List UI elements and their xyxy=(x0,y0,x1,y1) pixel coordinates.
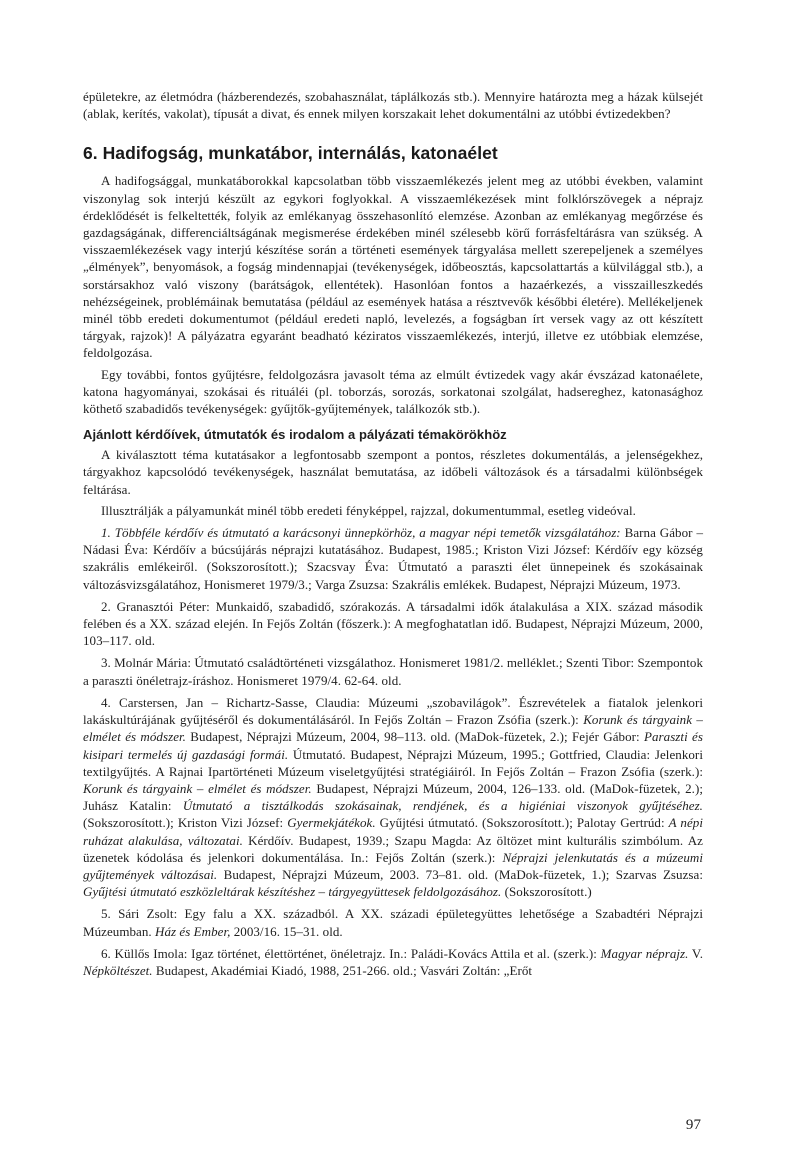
reference-4-text: Budapest, Néprajzi Múzeum, 2004, 98–113. old. (MaDok-füzetek, 2.); Fejér Gábor: xyxy=(185,729,644,745)
reference-2: 2. Granasztói Péter: Munkaidő, szabadidő, szórakozás. A társadalmi idők átalakulása a XIX. század második felében és a XX. század elején. In Fejős Zoltán (főszerk.): A megfoghatatlan idő. Budapest, Néprajzi Múzeum, 2000, 103–117. old. xyxy=(83,598,703,649)
subsection-paragraph-1: A kiválasztott téma kutatásakor a legfontosabb szempont a pontos, részletes dokumentálás, a jelenségekhez, tárgyakhoz kapcsolódó tevékenységek, használat bemutatása, az időbeli változások és a társadalmi különbségek feltárása. xyxy=(83,447,703,497)
reference-4-title: Gyermekjátékok. xyxy=(287,815,376,831)
reference-6-title: Magyar néprajz. xyxy=(600,945,689,961)
reference-4-title: Gyűjtési útmutató eszközleltárak készítéshez – tárgyegyüttesek feldolgozásához. xyxy=(83,884,502,900)
intro-paragraph: épületekre, az életmódra (házberendezés, szobahasználat, táplálkozás stb.). Mennyire határozta meg a házak külsejét (ablak, kerítés, vakolat), típusát a divat, és ennek milyen korszakait lehet dokumentálni az utóbbi évtizedekben? xyxy=(83,89,703,122)
reference-1-body: Barna Gábor – Nádasi Éva: Kérdőív a búcsújárás néprajzi kutatásához. Budapest, 1985.; Kriston Vizi József: Kérdőív egy község szakrális emlékeiről. (Sokszorosított.); Szacsvay Éva: Útmutató a paraszti élet ünnepeinek és szokásainak változásvizsgálatához, Honismeret 1979/3.; Varga Zsuzsa: Szakrális emlékek. Budapest, Néprajzi Múzeum, 1973. xyxy=(83,525,703,592)
reference-4-title: Útmutató a tisztálkodás szokásainak, rendjének, és a higiéniai viszonyok gyűjtéséhez. xyxy=(182,798,703,814)
reference-4-text: Budapest, Néprajzi Múzeum, 2003. 73–81. old. (MaDok-füzetek, 1.); Szarvas Zsuzsa: xyxy=(217,866,703,882)
reference-4-text: Gyűjtési útmutató. (Sokszorosított.); Palotay Gertrúd: xyxy=(375,815,669,831)
reference-4-text: Budapest, Néprajzi Múzeum, 2004, 126–133. old. (MaDok-füzetek, 2.); Juhász Katalin: xyxy=(83,780,703,814)
reference-6-text: V. xyxy=(688,945,703,961)
reference-6-title: Népköltészet. xyxy=(83,962,153,978)
reference-4-title: Paraszti és kisipari termelés új gazdasági formái. xyxy=(83,729,703,762)
reference-1-title: 1. Többféle kérdőív és útmutató a karácsonyi ünnepkörhöz, a magyar népi temetők vizsgálatához: xyxy=(101,525,621,541)
subsection-paragraph-2: Illusztrálják a pályamunkát minél több eredeti fényképpel, rajzzal, dokumentummal, esetleg videóval. xyxy=(101,502,636,518)
reference-3: 3. Molnár Mária: Útmutató családtörténeti vizsgálathoz. Honismeret 1981/2. melléklet.; Szenti Tibor: Szempontok a paraszti önéletrajz-íráshoz. Honismeret 1979/4. 62-64. old. xyxy=(83,655,703,688)
reference-6 xyxy=(83,945,703,979)
reference-5-text: 2003/16. 15–31. old. xyxy=(230,923,343,939)
reference-4-title: Néprajzi jelenkutatás és a múzeumi gyűjtemények változásai. xyxy=(83,849,703,882)
reference-4-text: 4. Carstersen, Jan – Richartz-Sasse, Claudia: Múzeumi „szobavilágok”. Észrevételek a fiatalok jelenkori lakáskultúrájának gyűjtéséről és dokumentálásáról. In Fejős Zoltán – Frazon Zsófia (szerk.): xyxy=(83,694,703,728)
reference-4 xyxy=(83,694,703,900)
reference-5 xyxy=(83,905,703,939)
reference-4-text: Útmutató. Budapest, Néprajzi Múzeum, 1995.; Gottfried, Claudia: Jelenkori textilgyűjtés. A Rajnai Ipartörténeti Múzeum viseletgyűjtési stratégiáiról. In Fejős Zoltán – Frazon Zsófia (szerk.): xyxy=(83,746,703,779)
reference-4-text: Kérdőív. Budapest, 1939.; Szapu Magda: Az öltözet mint kulturális szimbólum. Az üzenetek kódolása és jelenkori dokumentálása. In.: Fejős Zoltán (szerk.): xyxy=(83,832,703,865)
section-6-heading: 6. Hadifogság, munkatábor, internálás, katonaélet xyxy=(83,143,498,164)
reference-4-title: Korunk és tárgyaink – elmélet és módszer. xyxy=(83,780,312,796)
reference-5-title: Ház és Ember, xyxy=(155,923,231,939)
section-6-paragraph-1: A hadifogsággal, munkatáborokkal kapcsolatban több visszaemlékezés jelent meg az utóbbi években, valamint viszonylag sok interjú készült az egykori foglyokkal. A visszaemlékezések mint folklórszövegek a néprajz érdeklődését is felkeltették, folyik az emlékanyag összehasonlító elemzése. Azonban az emlékanyag megőrzése és gazdagságának, differenciáltságának megismerése érdekében minél szélesebb körű forrásfeltárásra van szükség. A visszaemlékezések vagy interjú készítése során a történeti események tárgyalása mellett szerepeljenek a személyes „élmények”, benyomások, a fogság mindennapjai (tevékenységek, időbeosztás, kapcsolattartás a külvilággal stb.), a sorstársakhoz való viszony (barátságok, ellentétek). Hasonlóan fontos a hazaérkezés, a visszailleszkedés nehézségeinek, problémáinak bemutatása (például az események hatása a résztvevők későbbi életére). Mellékeljenek minél több eredeti dokumentumot (például eredeti napló, levelezés, a fogságban írt versek vagy az ott készített tárgyak, rajzok)! A pályázatra egyaránt beadható kéziratos visszaemlékezés, interjú, illetve ez utóbbiak elemzése, feldolgozása. xyxy=(83,173,703,361)
section-6-paragraph-2: Egy további, fontos gyűjtésre, feldolgozásra javasolt téma az elmúlt évtizedek vagy akár évszázad katonaélete, katona hagyományai, szokásai és rituáléi (pl. toborzás, sorozás, sorkatonai szolgálat, hadsereghez, katonasághoz köthető szabadidős tevékenységek: gyűjtők-gyűjtemények, találkozók stb.). xyxy=(83,366,703,417)
reference-1 xyxy=(83,524,703,593)
reference-4-text: (Sokszorosított.) xyxy=(501,884,592,900)
reference-6-text: 6. Küllős Imola: Igaz történet, élettörténet, önéletrajz. In.: Paládi-Kovács Attila et al. (szerk.): xyxy=(101,945,601,961)
reference-4-title: Korunk és tárgyaink – elmélet és módszer. xyxy=(83,712,703,745)
reference-5-text: 5. Sári Zsolt: Egy falu a XX. századból. A XX. századi épületegyüttes lehetősége a Szabadtéri Néprajzi Múzeumban. xyxy=(83,906,703,939)
reference-6-text: Budapest, Akadémiai Kiadó, 1988, 251-266. old.; Vasvári Zoltán: „Erőt xyxy=(152,962,533,978)
subsection-heading: Ajánlott kérdőívek, útmutatók és irodalom a pályázati témakörökhöz xyxy=(83,427,507,443)
reference-4-text: (Sokszorosított.); Kriston Vizi József: xyxy=(83,815,288,831)
reference-4-title: A népi ruházat alakulása, változatai. xyxy=(83,815,703,848)
page-number: 97 xyxy=(685,1117,701,1133)
